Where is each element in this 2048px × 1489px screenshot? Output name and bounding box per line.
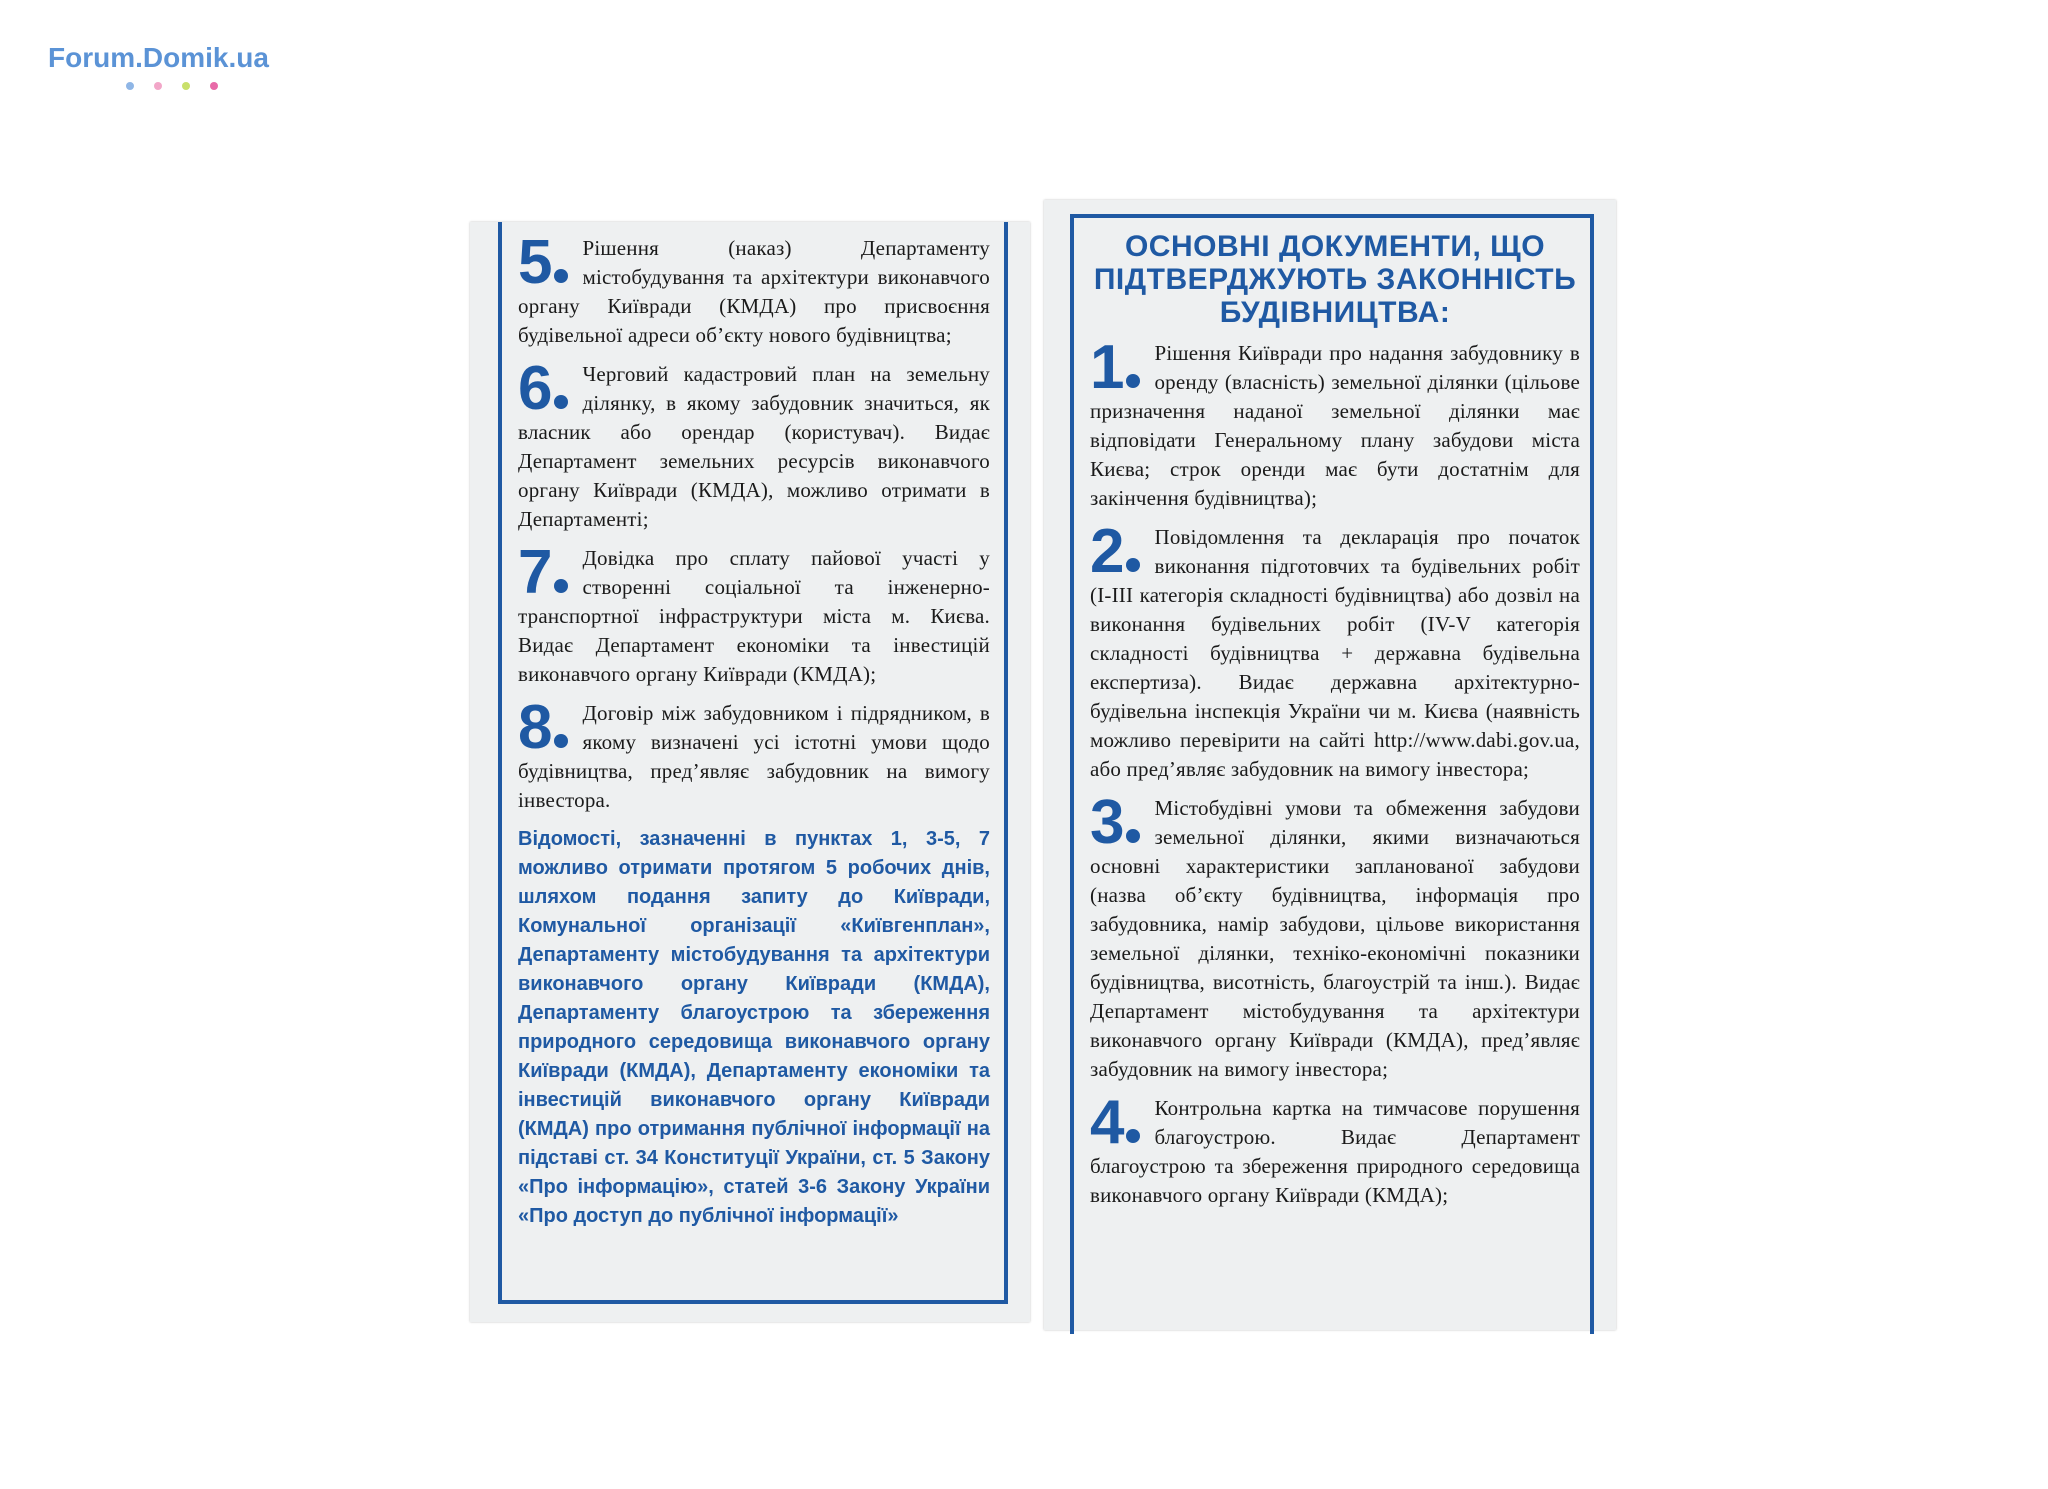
item-number: 2	[1090, 525, 1140, 579]
item-text: Контрольна картка на тимчасове порушення благоустрою. Видає Департамент благоустрою та збереження природного середовища виконавчого органу Київради (КМДА);	[1090, 1096, 1580, 1207]
right-newspaper-clipping	[1044, 200, 1616, 1330]
watermark-dots	[126, 77, 238, 95]
right-clipping-content	[1090, 230, 1580, 1220]
list-item-1	[1090, 333, 1580, 513]
list-item-5	[518, 228, 990, 350]
item-text: Черговий кадастровий план на земельну ділянку, в якому забудовник значиться, як власник або орендар (користувач). Видає Департамент земельних ресурсів виконавчого органу Київради (КМДА), можливо отримати в Департаменті;	[518, 362, 990, 531]
left-clipping-content	[518, 228, 990, 1231]
left-newspaper-clipping	[470, 222, 1030, 1322]
item-number: 4	[1090, 1096, 1140, 1150]
item-number: 7	[518, 546, 568, 600]
item-text: Рішення Київради про надання забудовнику в оренду (власність) земельної ділянки (цільове призначення наданої земельної ділянки має відповідати Генеральному плану забудови міста Києва; строк оренди має бути достатнім для закінчення будівництва);	[1090, 341, 1580, 510]
item-text: Довідка про сплату пайової участі у створенні соціальної та інженерно-транспортної інфраструктури міста м. Києва. Видає Департамент економіки та інвестицій виконавчого органу Київради (КМДА);	[518, 546, 990, 686]
item-text: Містобудівні умови та обмеження забудови земельної ділянки, якими визначаються основні характеристики запланованої забудови (назва об’єкту будівництва, інформація про забудовника, намір забудови, цільове використання земельної ділянки, техніко-економічні показники будівництва, висотність, благоустрій та інш.). Видає Департамент містобудування та архітектури виконавчого органу Київради (КМДА), пред’являє забудовник на вимогу інвестора;	[1090, 796, 1580, 1081]
item-text: Повідомлення та декларація про початок виконання підготовчих та будівельних робіт (I-III категорія складності будівництва) або дозвіл на виконання будівельних робіт (IV-V категорія складності будівництва + державна будівельна експертиза). Видає державна архітектурно-будівельна інспекція України чи м. Києва (наявність можливо перевірити на сайті http://www.dabi.gov.ua, або пред’являє забудовник на вимогу інвестора;	[1090, 525, 1580, 781]
item-number: 5	[518, 236, 568, 290]
forum-watermark: Forum.Domik.ua	[48, 42, 269, 73]
list-item-2	[1090, 517, 1580, 784]
list-item-3	[1090, 788, 1580, 1084]
item-number: 3	[1090, 796, 1140, 850]
list-item-8	[518, 693, 990, 815]
info-note: Відомості, зазначенні в пунктах 1, 3-5, 7 можливо отримати протягом 5 робочих днів, шляхом подання запиту до Київради, Комунальної організації «Київгенплан», Департаменту містобудування та архітектури виконавчого органу Київради (КМДА), Департаменту благоустрою та збереження природного середовища виконавчого органу Київради (КМДА), Департаменту економіки та інвестицій виконавчого органу Київради (КМДА) про отримання публічної інформації на підставі ст. 34 Конституції України, ст. 5 Закону «Про інформацію», статей 3-6 Закону України «Про доступ до публічної інформації»	[518, 828, 990, 1227]
clipping-title: ОСНОВНІ ДОКУМЕНТИ, ЩО ПІДТВЕРДЖУЮТЬ ЗАКОННІСТЬ БУДІВНИЦТВА:	[1093, 230, 1577, 329]
list-item-4	[1090, 1088, 1580, 1210]
item-number: 8	[518, 701, 568, 755]
item-number: 6	[518, 362, 568, 416]
item-number: 1	[1090, 341, 1140, 395]
list-item-7	[518, 538, 990, 689]
item-text: Рішення (наказ) Департаменту містобудування та архітектури виконавчого органу Київради (КМДА) про присвоєння будівельної адреси об’єкту нового будівництва;	[518, 236, 990, 347]
list-item-6	[518, 354, 990, 534]
item-text: Договір між забудовником і підрядником, в якому визначені усі істотні умови щодо будівництва, пред’являє забудовник на вимогу інвестора.	[518, 701, 990, 812]
